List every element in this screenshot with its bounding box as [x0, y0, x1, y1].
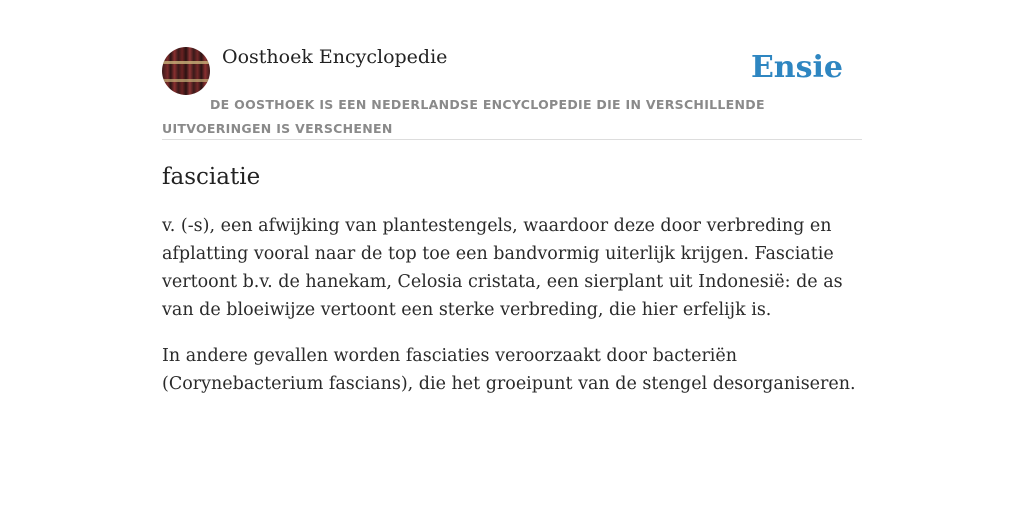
header [162, 44, 862, 140]
entry-body [162, 212, 862, 398]
site-name-link[interactable]: Oosthoek Encyclopedie [222, 46, 448, 68]
ensie-logo-link[interactable]: Ensie [750, 50, 843, 85]
site-tagline: DE OOSTHOEK IS EEN NEDERLANDSE ENCYCLOPEDIE DIE IN VERSCHILLENDE UITVOERINGEN IS VERSCHENEN [162, 97, 765, 136]
entry-title: fasciatie [162, 164, 261, 190]
entry-paragraph: In andere gevallen worden fasciaties veroorzaakt door bacteriën (Corynebacterium fascians), die het groeipunt van de stengel desorganiseren. [162, 346, 856, 394]
entry-paragraph: v. (-s), een afwijking van plantestengels, waardoor deze door verbreding en afplatting vooral naar de top toe een bandvormig uiterlijk krijgen. Fasciatie vertoont b.v. de hanekam, Celosia cristata, een sierplant uit Indonesië: de as van de bloeiwijze vertoont een sterke verbreding, die hier erfelijk is. [162, 216, 843, 320]
encyclopedia-avatar[interactable] [162, 47, 210, 95]
page-container [162, 44, 862, 416]
